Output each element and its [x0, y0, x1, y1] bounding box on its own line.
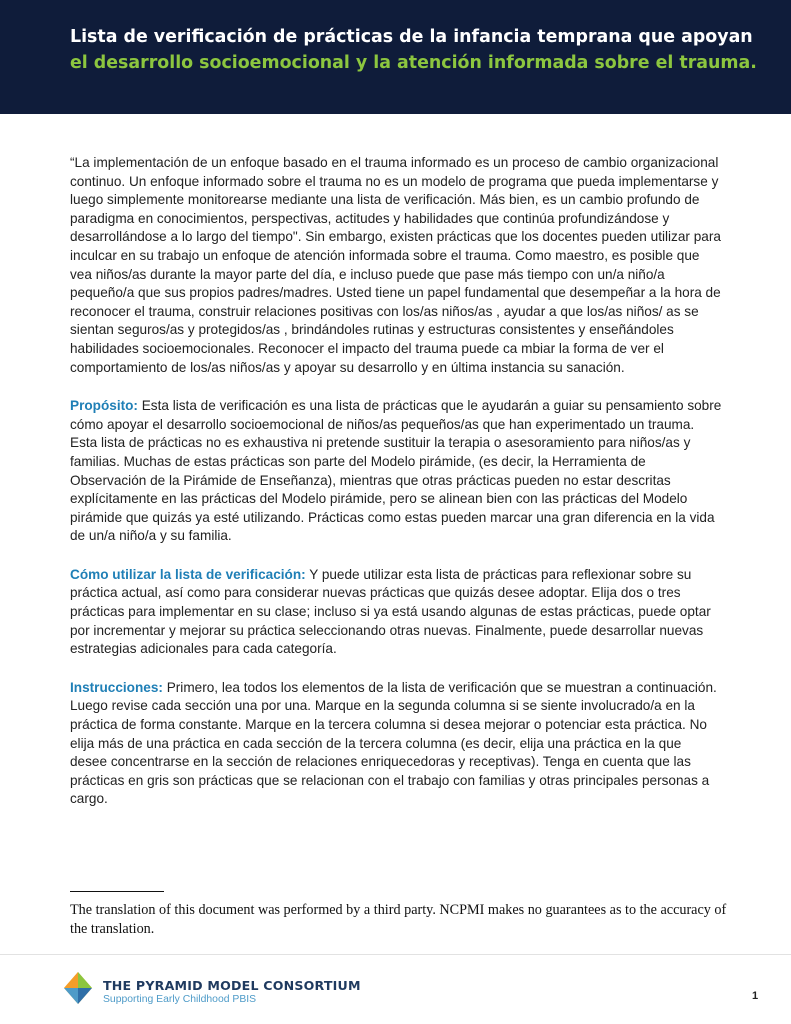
document-body — [70, 154, 722, 829]
instructions-paragraph — [70, 679, 722, 809]
how-to-use-paragraph — [70, 566, 722, 659]
document-header — [0, 0, 791, 114]
purpose-heading: Propósito: — [70, 398, 138, 414]
purpose-paragraph — [70, 397, 722, 546]
title-line-2: el desarrollo socioemocional y la atención informada sobre el trauma. — [70, 53, 757, 73]
instructions-heading: Instrucciones: — [70, 679, 163, 695]
footer-divider — [0, 954, 791, 955]
org-name: THE PYRAMID MODEL CONSORTIUM — [103, 978, 361, 993]
how-to-use-heading: Cómo utilizar la lista de verificación: — [70, 566, 306, 582]
footnote-divider — [70, 891, 164, 892]
title-line-1: Lista de verificación de prácticas de la infancia temprana que apoyan — [70, 27, 753, 47]
instructions-text: Primero, lea todos los elementos de la lista de verificación que se muestran a continuación. Luego revise cada sección una por una. Marque en la segunda columna si se siente involucrado/a en la práctica de forma constante. Marque en la tercera columna si desea mejorar o potenciar esta práctica. No elija más de una práctica en cada sección de la tercera columna (es decir, elija una práctica en la que desee concentrarse en la sección de relaciones enriquecedoras y receptivas). Tenga en cuenta que las prácticas en gris son prácticas que se relacionan con el trabajo con familias y otras principales personas a cargo. — [70, 679, 717, 807]
intro-paragraph: “La implementación de un enfoque basado en el trauma informado es un proceso de cambio organizacional continuo. Un enfoque informado sobre el trauma no es un modelo de programa que pueda implementarse y luego simplemente monitorearse mediante una lista de verificación. Más bien, es un cambio profundo de paradigma en conocimientos, perspectivas, actitudes y habilidades que continúa profundizándose y desarrollándose a lo largo del tiempo". Sin embargo, existen prácticas que los docentes pueden utilizar para inculcar en su trabajo un enfoque de atención informada sobre el trauma. Como maestro, es posible que vea niños/as durante la mayor parte del día, e incluso puede que pase más tiempo con un/a niño/a pequeño/a que sus propios padres/madres. Usted tiene un papel fundamental que desempeñar a la hora de reconocer el trauma, construir relaciones positivas con los/as niños/as , ayudar a que los/as niños/ as se sientan seguros/as y protegidos/as , brindándoles rutinas y estructuras consistentes y enseñándoles habilidades socioemocionales. Reconocer el impacto del trauma puede ca mbiar la forma de ver el comportamiento de los/as niños/as y apoyar su desarrollo y en última instancia su sanación. — [70, 155, 721, 375]
translation-footnote: The translation of this document was performed by a third party. NCPMI makes no guarantees as to the accuracy of the translation. — [70, 902, 727, 937]
page-number: 1 — [752, 990, 759, 1002]
how-to-use-text: Y puede utilizar esta lista de prácticas para reflexionar sobre su práctica actual, así como para considerar nuevas prácticas que quizás desee adoptar. Elija dos o tres prácticas para implementar en su clase; incluso si ya está usando algunas de estas prácticas, puede optar por incrementar y mejorar su práctica seleccionando otras nuevas. Finalmente, puede desarrollar nuevas estrategias adicionales para cada categoría. — [70, 566, 711, 657]
pyramid-logo-icon — [62, 970, 94, 1006]
purpose-text: Esta lista de verificación es una lista de prácticas que le ayudarán a guiar su pensamiento sobre cómo apoyar el desarrollo socioemocional de niños/as pequeños/as que han experimentado un trauma. Esta lista de prácticas no es exhaustiva ni pretende sustituir la terapia o asesoramiento para niños/as y familias. Muchas de estas prácticas son parte del Modelo pirámide, (es decir, la Herramienta de Observación de la Pirámide de Enseñanza), mientras que otras prácticas pueden no estar descritas explícitamente en las prácticas del Modelo pirámide, pero se alinean bien con las prácticas del Modelo pirámide que quizás ya esté utilizando. Prácticas como estas pueden marcar una gran diferencia en la vida de un/a niño/a y su familia. — [70, 398, 722, 544]
org-tagline: Supporting Early Childhood PBIS — [103, 994, 257, 1005]
